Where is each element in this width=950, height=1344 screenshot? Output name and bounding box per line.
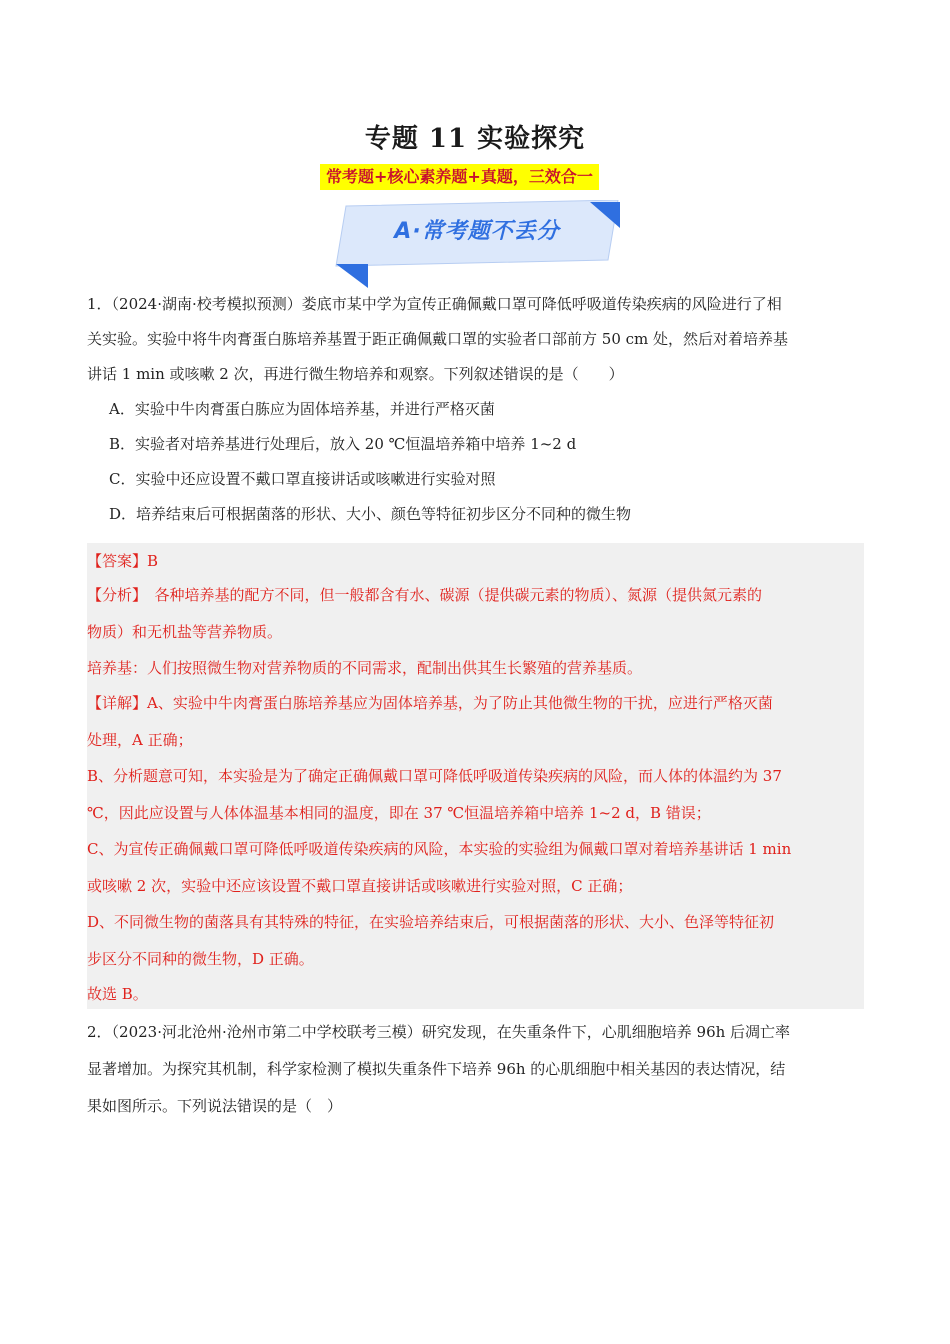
answer-panel: [87, 543, 864, 1009]
conclusion-line: 故选 B。: [87, 985, 148, 1003]
detail-line: 步区分不同种的微生物，D 正确。: [87, 950, 314, 968]
question-text: 1．（2024·湖南·校考模拟预测）娄底市某中学为宣传正确佩戴口罩可降低呼吸道传染疾病的风险进行了相: [87, 295, 782, 313]
option-d: D．培养结束后可根据菌落的形状、大小、颜色等特征初步区分不同种的微生物: [109, 505, 632, 523]
detail-line: 【详解】A、实验中牛肉膏蛋白胨培养基应为固体培养基，为了防止其他微生物的干扰，应进行严格灭菌: [87, 694, 773, 712]
question-2: [87, 1014, 867, 1125]
analysis-line: 培养基：人们按照微生物对营养物质的不同需求，配制出供其生长繁殖的营养基质。: [87, 659, 643, 677]
analysis-line: 物质）和无机盐等营养物质。: [87, 623, 283, 641]
analysis-line: 【分析】 各种培养基的配方不同，但一般都含有水、碳源（提供碳元素的物质）、氮源（提供氮元素的: [87, 586, 763, 604]
question-text: 关实验。实验中将牛肉膏蛋白胨培养基置于距正确佩戴口罩的实验者口部前方 50 cm 处，然后对着培养基: [87, 330, 789, 348]
detail-line: ℃，因此应设置与人体体温基本相同的温度，即在 37 ℃恒温培养箱中培养 1~2 d，B 错误；: [87, 804, 711, 822]
section-banner: [332, 200, 624, 290]
page-title: 专题 11 实验探究: [364, 124, 586, 154]
question-text: 2．（2023·河北沧州·沧州市第二中学校联考三模）研究发现，在失重条件下，心肌细胞培养 96h 后凋亡率: [87, 1023, 791, 1041]
answer-line: 【答案】B: [87, 552, 159, 570]
question-text: 讲话 1 min 或咳嗽 2 次，再进行微生物培养和观察。下列叙述错误的是（ ）: [87, 365, 624, 383]
detail-line: C、为宣传正确佩戴口罩可降低呼吸道传染疾病的风险，本实验的实验组为佩戴口罩对着培养基讲话 1 min: [87, 840, 792, 858]
banner-label: A·常考题不丢分: [394, 219, 560, 244]
subtitle-highlight: 常考题+核心素养题+真题，三效合一: [320, 164, 599, 190]
option-b: B．实验者对培养基进行处理后，放入 20 ℃恒温培养箱中培养 1~2 d: [109, 435, 577, 453]
detail-line: 处理，A 正确；: [87, 731, 193, 749]
question-text: 果如图所示。下列说法错误的是（ ）: [87, 1097, 343, 1115]
question-text: 显著增加。为探究其机制，科学家检测了模拟失重条件下培养 96h 的心肌细胞中相关基因的表达情况，结: [87, 1060, 786, 1078]
option-c: C．实验中还应设置不戴口罩直接讲话或咳嗽进行实验对照: [109, 470, 496, 488]
detail-line: D、不同微生物的菌落具有其特殊的特征，在实验培养结束后，可根据菌落的形状、大小、色泽等特征初: [87, 913, 775, 931]
question-1: [87, 287, 867, 532]
detail-line: 或咳嗽 2 次，实验中还应该设置不戴口罩直接讲话或咳嗽进行实验对照，C 正确；: [87, 877, 633, 895]
option-a: A．实验中牛肉膏蛋白胨应为固体培养基，并进行严格灭菌: [109, 400, 495, 418]
detail-line: B、分析题意可知，本实验是为了确定正确佩戴口罩可降低呼吸道传染疾病的风险，而人体的体温约为 37: [87, 767, 782, 785]
